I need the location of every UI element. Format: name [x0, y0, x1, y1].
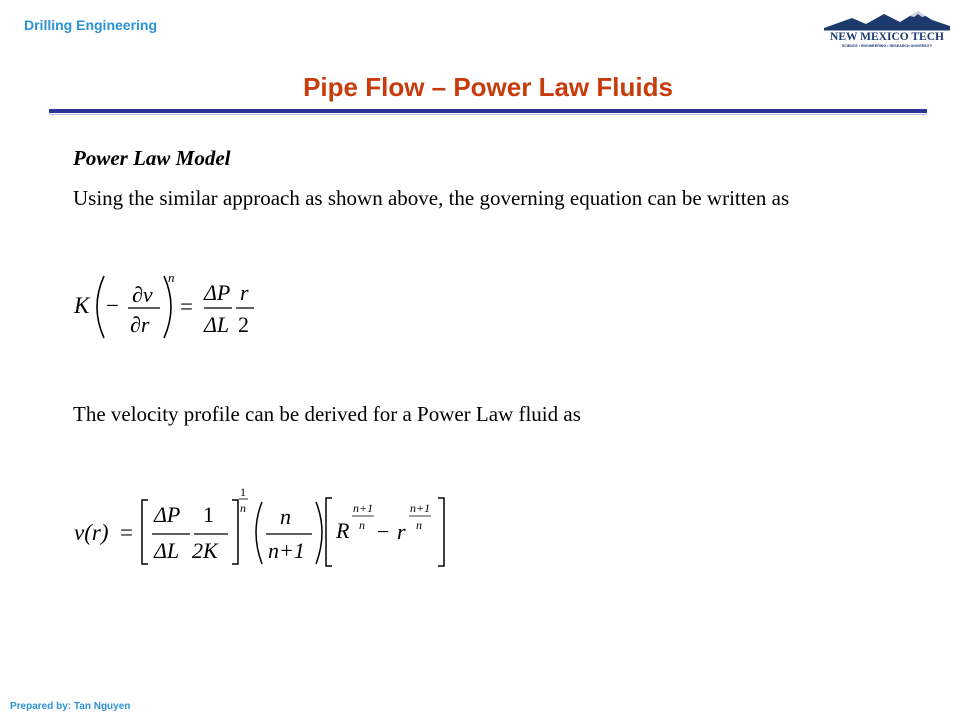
slide-title: Pipe Flow – Power Law Fluids	[303, 72, 673, 102]
eq-partial-v: ∂v	[132, 282, 153, 307]
eq-exp-num: 1	[240, 485, 246, 499]
paragraph-governing: Using the similar approach as shown above, the governing equation can be written as	[73, 186, 790, 210]
section-heading: Power Law Model	[73, 146, 231, 170]
eq-r-exp-num: n+1	[410, 501, 431, 515]
eq-two: 2	[238, 312, 249, 337]
eq-equals: =	[180, 294, 193, 319]
eq-n-num: n	[280, 504, 291, 529]
eq-R-exp-num: n+1	[353, 501, 374, 515]
university-logo	[822, 8, 952, 50]
logo-tagline: SCIENCE • ENGINEERING • RESEARCH UNIVERSITY	[841, 44, 933, 48]
eq-delta-P: ΔP	[204, 280, 231, 305]
mountain-icon	[824, 11, 950, 29]
left-paren	[97, 276, 104, 338]
eq-v-delta-P: ΔP	[154, 502, 181, 527]
left-bracket-2	[326, 498, 332, 566]
eq-lhs: v(r)	[74, 520, 109, 545]
velocity-equation	[72, 482, 457, 572]
left-bracket-1	[142, 500, 148, 564]
logo-name: NEW MEXICO TECH	[830, 31, 944, 43]
right-bracket-2	[438, 498, 444, 566]
right-paren-2	[316, 502, 322, 564]
eq-partial-r: ∂r	[130, 312, 150, 337]
eq-v-minus: −	[377, 519, 390, 544]
title-divider-shadow	[49, 114, 927, 115]
eq-v-twoK: 2K	[192, 538, 218, 563]
eq-v-delta-L: ΔL	[154, 538, 180, 563]
eq-exponent: n	[168, 270, 175, 285]
eq-n-plus-1: n+1	[268, 538, 305, 563]
title-divider	[49, 109, 927, 113]
paragraph-velocity: The velocity profile can be derived for a Power Law fluid as	[73, 402, 581, 426]
eq-v-r: r	[397, 519, 406, 544]
eq-exp-den: n	[240, 501, 246, 515]
eq-R: R	[336, 518, 350, 543]
governing-equation	[70, 268, 270, 346]
right-bracket-1	[232, 500, 238, 564]
right-paren	[164, 276, 171, 338]
eq-K: K	[74, 293, 90, 318]
footer-prepared-by: Prepared by: Tan Nguyen	[10, 701, 131, 712]
eq-v-equals: =	[120, 520, 133, 545]
eq-v-one: 1	[203, 502, 214, 527]
eq-r: r	[240, 280, 249, 305]
eq-minus: −	[106, 293, 119, 318]
eq-delta-L: ΔL	[204, 312, 230, 337]
eq-R-exp-den: n	[359, 518, 365, 532]
course-name: Drilling Engineering	[24, 17, 158, 33]
eq-r-exp-den: n	[416, 518, 422, 532]
left-paren-2	[256, 502, 262, 564]
